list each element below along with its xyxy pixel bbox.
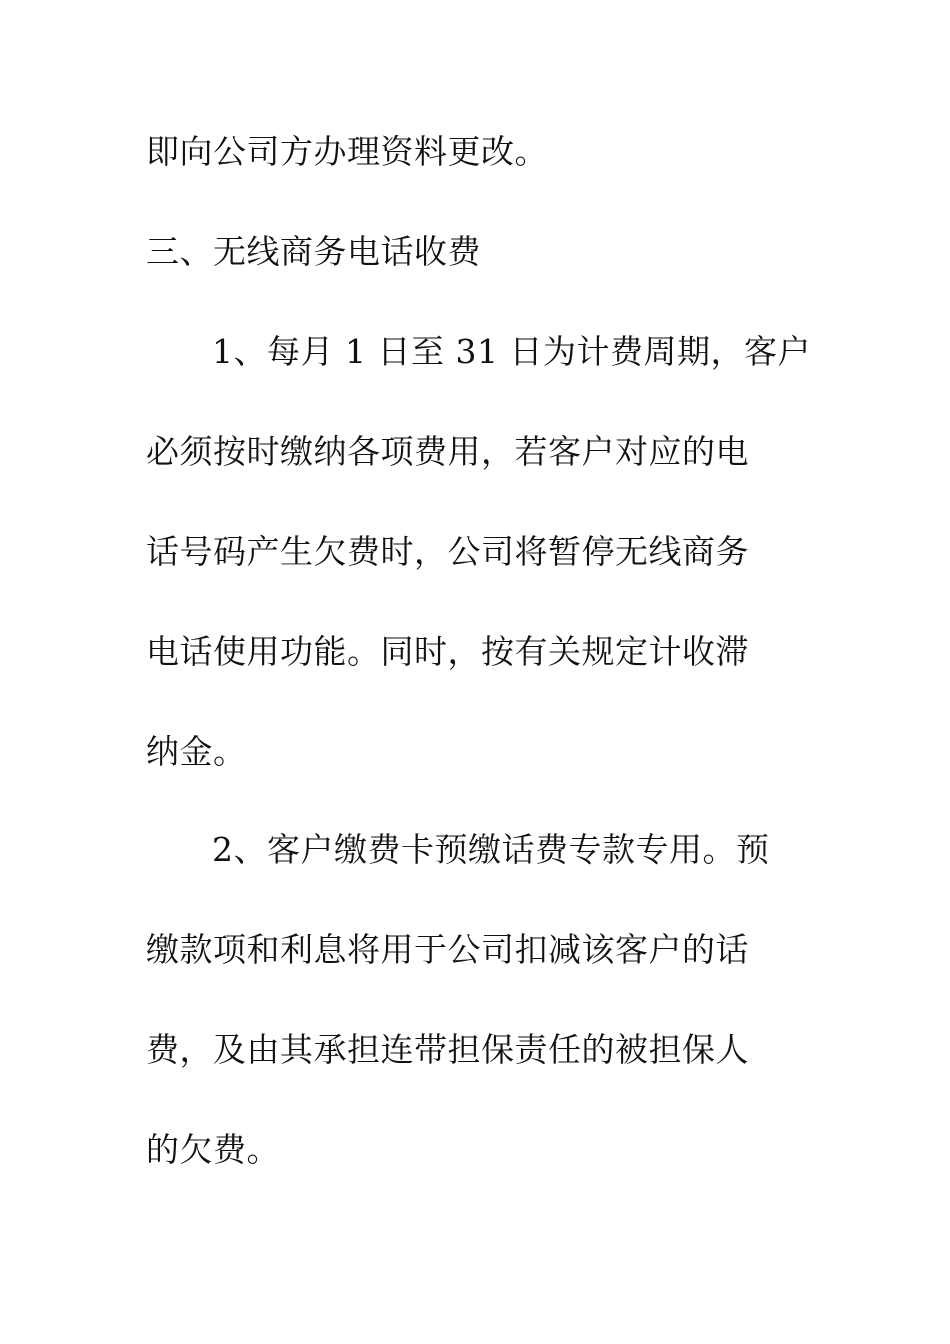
paragraph-line: 1、每月 1 日至 31 日为计费周期，客户 xyxy=(212,332,811,371)
paragraph-line: 缴款项和利息将用于公司扣减该客户的话 xyxy=(146,930,749,969)
paragraph-line: 话号码产生欠费时，公司将暂停无线商务 xyxy=(146,532,749,571)
paragraph-line: 费，及由其承担连带担保责任的被担保人 xyxy=(146,1030,749,1069)
section-heading: 三、无线商务电话收费 xyxy=(146,232,481,271)
paragraph-line: 必须按时缴纳各项费用，若客户对应的电 xyxy=(146,432,749,471)
paragraph-line: 电话使用功能。同时，按有关规定计收滞 xyxy=(146,632,749,671)
paragraph-line: 纳金。 xyxy=(146,732,247,771)
paragraph-line: 的欠费。 xyxy=(146,1130,280,1169)
paragraph-line: 即向公司方办理资料更改。 xyxy=(146,132,548,171)
paragraph-line: 2、客户缴费卡预缴话费专款专用。预 xyxy=(212,830,770,869)
